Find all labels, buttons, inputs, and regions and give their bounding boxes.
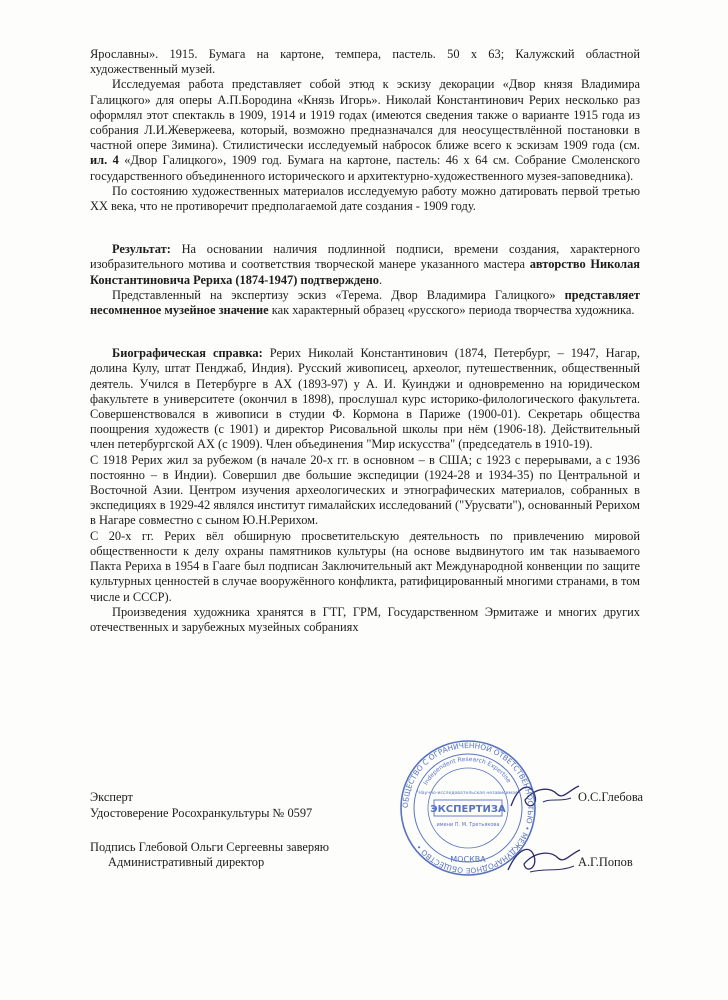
confirmation-line: Подпись Глебовой Ольги Сергеевны заверяю — [90, 840, 330, 854]
stamp-bottom-text: МОСКВА — [450, 855, 486, 864]
biography-text: Рерих Николай Константинович (1874, Петербург, – 1947, Нагар, долина Кулу, штат Пенджаб, Индия). Русский живописец, археолог, путешественник, общественный деятель. Учился в Петербурге в АХ (1893-97) у А. И. Куинджи и одновременно на юридическом факультете в университете (окончил в 1898), прослушал курс историко-филологического факультета. Совершенствовался в живописи в студии Ф. Кормона в Париже (1900-01). Секретарь общества поощрения художеств (с 1901) и директор Рисовальной школы при нём (1906-18). Действительный член петербургской АХ (с 1909). Член объединения "Мир искусства" (председатель в 1910-19). — [90, 346, 641, 452]
certificate-number: Удостоверение Росохранкультуры № 0597 — [90, 806, 313, 820]
stamp-inner-ring-text: Independent Research Expertise — [422, 755, 513, 787]
result-label: Результат: — [112, 242, 171, 257]
paragraph-museum-value — [90, 288, 640, 318]
stamp-top-text: "Научно-исследовательская независимая" — [416, 791, 520, 796]
museum-value-end: как характерный образец «русского» периода творчества художника. — [271, 303, 635, 318]
paragraph-biography-abroad: С 1918 Рерих жил за рубежом (в начале 20-х гг. в основном – в США; с 1923 с перерывами, а с 1936 постоянно – в Индии). Совершил две большие экспедиции (1924-28 и 1934-35) по Центральной и Восточной Азии. Центром изучения археологических и этнографических материалов, собранных в экспедициях в 1929-42 являлся институт гималайских исследований ("Урусвати"), основанный Рерихом в Нагаре совместно с сыном Ю.Н.Рерихом. — [90, 452, 640, 528]
paragraph-dating: По состоянию художественных материалов исследуемую работу можно датировать первой третью XX века, что не противоречит предполагаемой дате создания - 1909 году. — [90, 183, 640, 214]
result-conclusion: авторство Николая Константиновича Рериха (1874-1947) подтверждено — [90, 257, 640, 287]
illustration-ref: ил. 4 — [90, 153, 119, 168]
museum-value-bold: представляет несомненное музейное значение — [90, 287, 640, 318]
stamp-ring-text: ОБЩЕСТВО С ОГРАНИЧЕННОЙ ОТВЕТСТВЕННОСТЬЮ • МЕЖДУНАРОДНОЕ ОБЩЕСТВО • — [400, 740, 536, 876]
museum-value-start: Представленный на экспертизу эскиз «Терема. Двор Владимира Галицкого» — [112, 287, 556, 302]
paragraph-collections: Произведения художника хранятся в ГТГ, ГРМ, Государственном Эрмитаже и многих других отечественных и зарубежных музейных собраниях — [90, 604, 640, 634]
director-label: Административный директор — [108, 855, 265, 869]
biography-label: Биографическая справка: — [112, 346, 263, 361]
organization-stamp — [398, 738, 538, 878]
paragraph-artwork-reference: Ярославны». 1915. Бумага на картоне, темпера, пастель. 50 х 63; Калужский областной художественный музей. — [90, 47, 640, 77]
paragraph-result — [90, 242, 640, 288]
paragraph-analysis — [90, 77, 640, 183]
paragraph-biography — [90, 346, 640, 452]
director-name: А.Г.Попов — [578, 855, 633, 869]
svg-text:Independent Research Expertise — [422, 756, 512, 786]
expert-label: Эксперт — [90, 790, 133, 804]
analysis-text: Исследуемая работа представляет собой этюд к эскизу декорации «Двор князя Владимира Галицкого» для оперы А.П.Бородина «Князь Игорь». Николай Константинович Рерих несколько раз оформлял этот спектакль в 1909, 1914 и 1919 годах (имеются сведения также о варианте 1915 года из собрания Л.И.Жевержеева, который, возможно предназначался для неосуществлённой постановки в частной опере Зимина). Стилистически исследуемый набросок ближе всего к эскизам 1909 года (см. — [90, 77, 640, 153]
stamp-center-text: ЭКСПЕРТИЗА — [430, 804, 506, 815]
stamp-name-text: имени П. М. Третьякова — [436, 822, 500, 828]
result-end: . — [378, 272, 383, 287]
result-text: На основании наличия подлинной подписи, времени создания, характерного изобразительного мотива и соответствия творческой манере указанного мастера — [90, 242, 640, 272]
analysis-text-end: «Двор Галицкого», 1909 год. Бумага на картоне, пастель: 46 х 64 см. Собрание Смоленского государственного объединенного исторического и архитектурно-художественного музея-заповедника). — [90, 153, 640, 183]
document-body — [90, 47, 640, 635]
paragraph-biography-pact: С 20-х гг. Рерих вёл обширную просветительскую деятельность по привлечению мировой общественности к делу охраны памятников культуры (на основе выдвинутого им так называемого Пакта Рериха в 1954 в Гааге был подписан Заключительный акт Международной конвенции по защите культурных ценностей в случае вооружённого конфликта, ратифицированный многими странами, в том числе и СССР). — [90, 528, 640, 604]
expert-name: О.С.Глебова — [578, 790, 644, 804]
